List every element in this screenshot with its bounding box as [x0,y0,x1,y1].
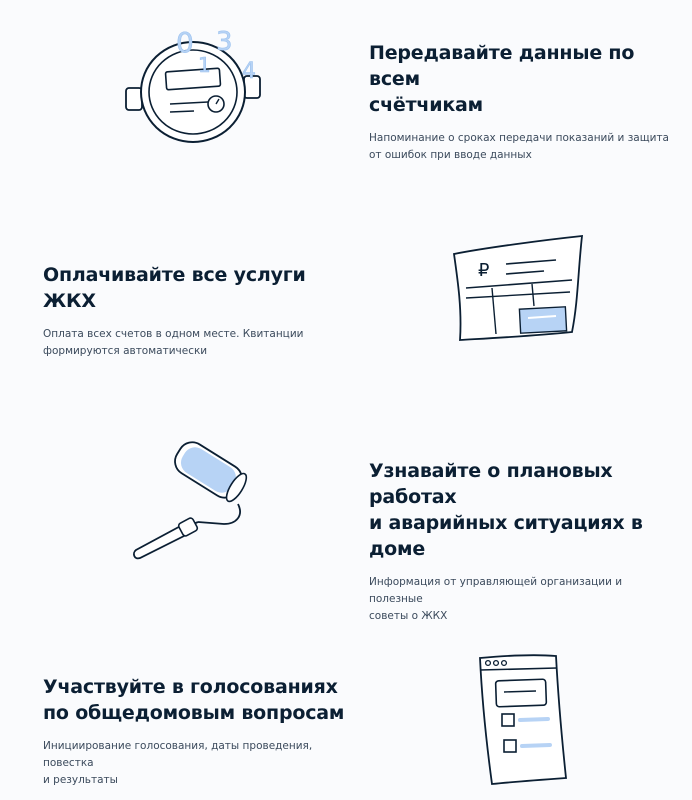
meter-digit-0: 0 [176,26,194,59]
receipt-icon [444,232,589,344]
feature-payments-description [43,326,363,360]
feature-works [369,458,669,625]
feature-meters [369,40,669,164]
feature-voting [43,674,363,789]
feature-meters-title-line: Передавайте данные по всем [369,42,635,90]
paint-roller-illustration [128,432,258,567]
feature-works-description-line: Информация от управляющей организации и полезные [369,576,623,605]
meter-digit-1: 1 [198,53,211,77]
feature-voting-description-line: и результаты [43,774,118,786]
receipt-currency-symbol: ₽ [478,260,490,281]
receipt-illustration [444,232,589,344]
feature-works-title-line: Узнавайте о плановых работах [369,460,613,508]
feature-voting-description [43,738,363,789]
feature-meters-description-line: Напоминание о сроках передачи показаний и защита [369,132,669,144]
feature-payments-title [43,262,363,314]
voting-form-icon [472,650,572,786]
feature-payments [43,262,363,360]
voting-form-illustration [472,650,572,786]
feature-works-title [369,458,669,562]
feature-voting-description-line: Инициирование голосования, даты проведения, повестка [43,740,313,769]
feature-meters-title [369,40,669,118]
feature-payments-description-line: Оплата всех счетов в одном месте. Квитанции [43,328,304,340]
feature-voting-title-line: Участвуйте в голосованиях [43,676,338,698]
feature-works-description [369,574,669,625]
meter-digit-3: 4 [242,59,256,84]
feature-meters-description-line: от ошибок при вводе данных [369,149,532,161]
paint-roller-icon [128,432,258,567]
water-meter-icon [118,22,268,152]
feature-meters-description [369,130,669,164]
feature-voting-title-line: по общедомовым вопросам [43,702,345,724]
meter-digit-2: 3 [216,27,233,57]
feature-voting-title [43,674,363,726]
feature-payments-description-line: формируются автоматически [43,345,208,357]
feature-works-title-line: и аварийных ситуациях в доме [369,512,643,560]
feature-works-description-line: советы о ЖКХ [369,610,448,622]
feature-meters-title-line: счётчикам [369,94,484,116]
water-meter-illustration [118,22,268,152]
feature-payments-title-line: Оплачивайте все услуги ЖКХ [43,264,306,312]
